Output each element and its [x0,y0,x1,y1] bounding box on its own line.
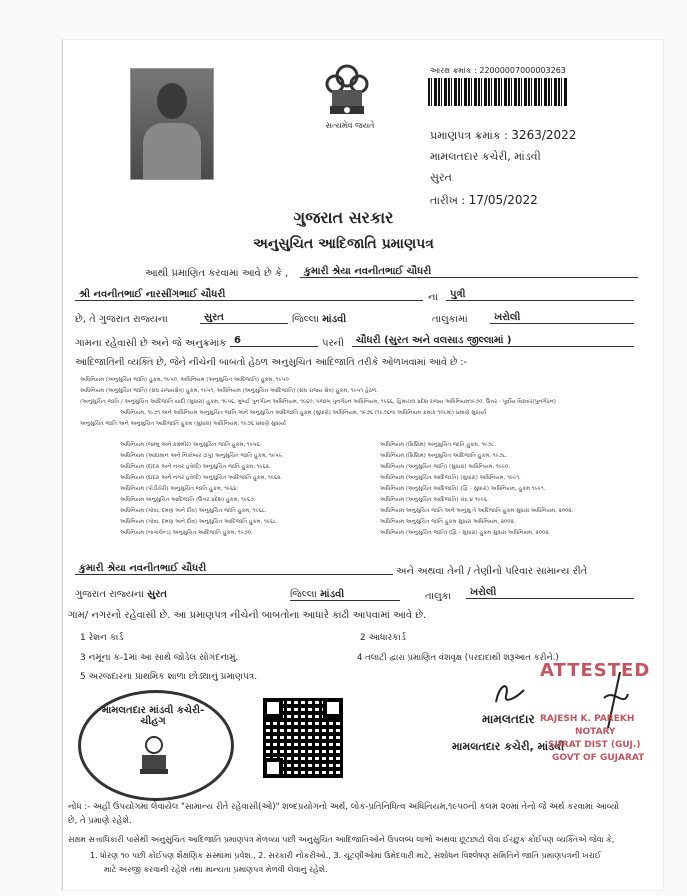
recognition-text: આદિજાતિની વ્યક્તિ છે, જેને નીચેની બાબતો હેઠળ અનુસુચિત આદિજાતિ તરીકે ઓળખવામાં આવે છે :- [75,357,467,368]
photo-body [143,123,201,179]
issue-date: તારીખ : 17/05/2022 [430,193,538,207]
intro-text: આથી પ્રમાણિત કરવામાં આવે છે કે , [145,268,289,279]
legal-list-left: અધિનિયમ (જમ્મુ અને કાશ્મીર) અનુસુચિત જાતિ હુકમ, ૧૯૫૬. અધિનિયમ (આંદામાન અને નિકોબાર ટાપુ) અનુસુચિત જાતિ હુકમ, ૧૯૫૯. અધિનિયમ (દાદરા અને નગર હવેલી) અનુસુચિત જાતિ હુકમ, ૧૯૬૨. અધિનિયમ (દાદરા અને નગર હવેલી) અનુસુચિત આદિજાતિ હુકમ, ૧૯૬૨. અધિનિયમ (પોંડીચેરી) અનુસુચિત જાતિ હુકમ, ૧૯૬૪. અધિનિયમ અનુસુચિત આદિજાતિ (ઉત્તર પ્રદેશ) હુકમ, ૧૯૬૭. અધિનિયમ (ગોવા, દમણ અને દીવ) અનુસુચિત જાતિ હુકમ, ૧૯૬૮. અધિનિયમ (ગોવા, દમણ અને દીવ) અનુસુચિત આદિજાતિ હુકમ, ૧૯૬૮. અધિનિયમ (નાગાલેન્ડ) અનુસુચિત આદિજાતિ હુકમ, ૧૯૭૦. [120,442,284,536]
notary-area: SURAT DIST (GUJ.) [548,740,641,750]
certificate-number: પ્રમાણપત્ર ક્રમાંક : 3263/2022 [430,128,577,142]
basis-item-2: 2 આધારકાર્ડ [360,633,406,643]
legal-list-right: અધિનિયમ (સિક્કિમ) અનુસુચિત જાતિ હુકમ, ૧૯૭૮. અધિનિયમ (સિક્કિમ) અનુસુચિત આદિજાતિ હુકમ, ૧૯૭૮. અધિનિયમ (અનુસુચિત જાતિ) (સુધારા) અધિનિયમ, ૧૯૯૦. અધિનિયમ (અનુસુચિત આદિજાતિ) (સુધારા) અધિનિયમ, ૧૯૯૧. અધિનિયમ (અનુસુચિત આદિજાતિ) (દ્વિ - સુધારા) અધિનિયમ, હુકમ ૧૯૯૧. અધિનિયમ (અનુસુચિત આદિજાતિ) ચંદ્ર ૪ ૧૯૯૬. અધિનિયમ અનુસુચિત જાતિ અને અનુસુ તે આદિજાતિ હુકમ સુધારા અધિનિયમ, ૨૦૦૨. અધિનિયમ અનુસુચિત જાતિ હુકમ સુધારા અધિનિયમ, ૨૦૦૨. અધિનિયમ (અનુસુચિત જાતિ) (દ્વિ - સુધારા) હુકમ સુધારા અધિનિયમ, ૨૦૦૨. [380,442,574,536]
district-value: સુરત [200,312,288,324]
residence-taluka-label: તાલુકા [425,591,452,602]
residence-state: ગુજરાત રાજ્યના સુરત [75,589,168,600]
residence-taluka: ખરોલી [466,587,634,599]
photo-face [157,83,187,119]
applicant-name: કુમારી શ્રેયા નવનીતભાઈ ચૌધરી [300,266,638,278]
residence-district: જિલ્લા માંડવી [290,589,400,601]
residence-name: કુમારી શ્રેયા નવનીતભાઈ ચૌધરી [75,563,393,575]
taluka-label: તાલુકામાં [432,314,468,325]
certificate-title: અનુસુચિત આદિજાતિ પ્રમાણપત્ર [253,236,434,252]
state-label: છે, તે ગુજરાત રાજ્યના [75,314,168,325]
government-title: ગુજરાત સરકાર [293,208,394,227]
issuing-place: સુરત [430,171,452,184]
state-emblem-icon [322,58,372,120]
emblem-motto: સત્યમેવ જયતે [325,121,375,130]
mamlatdar-seal: મામલતદાર માંડવી કચેરી-ચીહગ [78,690,234,801]
relation-value: પુત્રી [446,289,634,301]
residence-statement: ગામ/ નગરનો રહેવાસી છે. આ પ્રમાણપત્ર નીચેની બાબતોના આધારે કાઢી આપવામાં આવે છે. [68,610,427,621]
applicant-photo [130,68,214,180]
barcode-label: આરક્ષ ક્રમાંક : 22000007000003263 [430,66,566,75]
attested-stamp: ATTESTED [540,660,651,681]
basis-item-5: 5 અરજદારના પ્રાથમિક શાળા છોડ્યાનું પ્રમાણપત્ર. [80,672,258,682]
basis-item-3: 3 નમૂના ક-1માં આ સાથે જોડેલ સોગંદનામું. [80,653,239,663]
serial-number: 6 [230,335,318,347]
barcode [428,78,568,106]
caste-value: ચૌધરી (સુરત અને વલસાડ જીલ્લામાં ) [352,335,634,347]
signatory-title: મામલતદાર [482,712,535,726]
basis-item-1: 1 રેશન કાર્ડ [80,633,124,643]
signatory-office: મામલતદાર કચેરી, માંડવી [452,740,565,753]
relation-label: ના [428,292,438,303]
family-text: અને અથવા તેની / તેણીનો પરિવાર સામાન્ય રીતે [396,566,588,577]
footer-paragraph: સક્ષમ સત્તાધિકારી પાસેથી અનુસુચિત આદિજાતિ પ્રમાણપત્ર મેળવ્યા પછી અનુસુચિત આદિજાતિઓને ઉપલબ્ધ લાભો અથવા છૂટછાટો લેવા ઈચ્છુક કોઈપણ વ્યક્તિએ જેવા કે, [68,835,615,844]
caste-label: પરની [322,338,344,349]
notary-label: NOTARY [575,727,616,737]
basis-item-4: 4 તલાટી દ્વારા પ્રમાણિત વંશવૃક્ષ (પરદાદાથી શરૂઆત કરીને.) [357,653,559,663]
notary-govt: GOVT OF GUJARAT [552,753,645,763]
issuing-office: મામલતદાર કચેરી, માંડવી [430,150,541,163]
notary-name: RAJESH K. PAREKH [540,714,635,724]
footer-last-line: માટે અરજી કરવાની રહેશે તથા માન્યતા પ્રમાણપત્ર મેળવી લેવાનું રહેશે. [104,865,328,874]
seal-emblem-icon [136,733,172,777]
father-name: શ્રી નવનીતભાઈ નારસીંગભાઈ ચૌધરી [75,289,423,301]
resident-label: ગામના રહેવાસી છે અને જે અનુક્રમાંક [75,338,227,349]
verification-qr-code [263,698,343,778]
district-label: જિલ્લા માંડવી [292,314,347,325]
footer-note: નોંધ :- અહીં ઉપયોગમાં લેવાયેલ "સામાન્ય રીતે રહેવાસી(ઓ)" શબ્દપ્રયોગનો અર્થ, લોક-પ્રતિનિધિત્વ અધિનિયમ,૧૯૫૦ની કલમ ૨૦માં તેનો જે અર્થ કરવામાં આવ્યો છે, તે પ્રમાણે રહેશે. [68,802,619,826]
signature-scribble-icon [490,678,530,708]
footer-items: 1. ધોરણ ૧૦ પછી કોઈપણ શૈક્ષણિક સંસ્થામાં પ્રવેશ., 2. સરકારી નોકરીઓ., 3. ચૂંટણીઓમાં ઉમેદવારી માટે, સંશોધન વિશ્લેષણ સમિતિને જાતિ પ્રમાણપત્રની ખરાઈ [90,851,602,860]
legal-references: અધિનિયમ (અનુસુચિત જાતિ) હુકમ, ૧૯૫૦, અધિનિયમ (અનુસુચિત આદિજાતિ) હુકમ, ૧૯૫૦ અધિનિયમ (અનુસુચિત જાતિ) (સંઘ રાજ્યક્ષેત્ર) હુકમ, ૧૯૫૧, અધિનિયમ (અનુસુચિત આદિજાતિ) (સંઘ રાજ્ય ક્ષેત્ર) હુકમ, ૧૯૫૧ હેઠળ. (અનુસુચિત જાતિ / અનુસુચિત આદિજાતિ યાદી (સુધારા) હુકમ, ૧૯૫૬, મુંબઈ પુનર્ગઠન અધિનિયમ, ૧૯૬૦, પંજાબ પુનર્ગઠન અધિનિયમ, ૧૯૬૬, હિમાચલ પ્રદેશ રાજ્ય અધિનિયમ૧૯૭૦, ઉત્તર - પૂર્વીય વિસ્તાર(પુનર્ગઠન) અધિનિયમ, ૧૯૭૧ અને અધિનિયમ અનુસુચિત જાતિ અને અનુસુચિત આદિજાતિ હુકમ (સુધારો) અધિનિયમ, ૧૯૭૬ (૧૯૭૬ના અધિનિયમ ક્રમાંક ૧૦૮માં) પ્રમાણે સુધાર્યા અનુસુચિત જાતિ અને અનુસુચિત આદિજાતિ હુકમ (સુધારા) અધિનિયમ, ૧૯૭૬ પ્રમાણે સુધાર્યા [80,377,556,427]
taluka-value: ખરોલી [490,312,634,324]
